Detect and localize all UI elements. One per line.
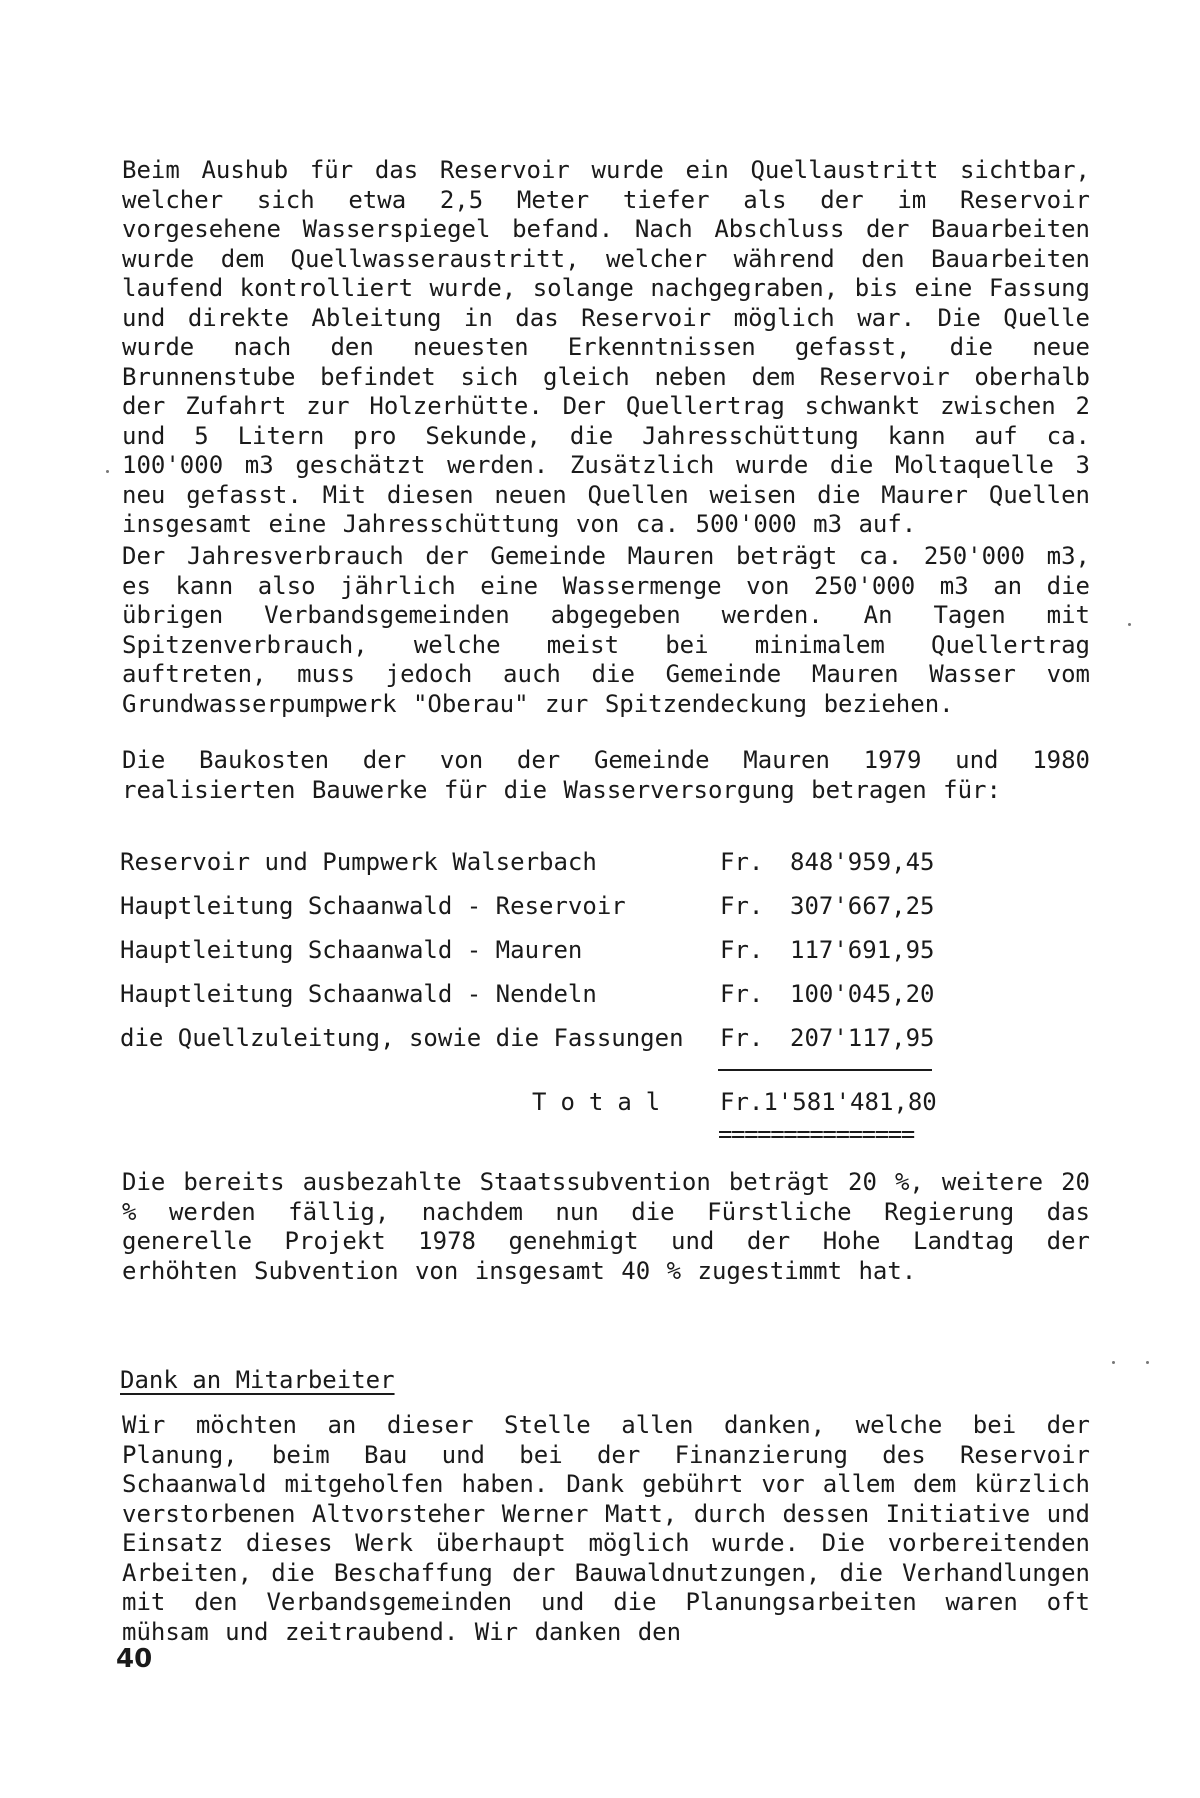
- scan-speck: [1112, 1361, 1115, 1364]
- cost-currency: Fr.: [720, 980, 764, 1008]
- cost-amount: 100'045,20: [790, 980, 935, 1008]
- scan-speck: [106, 470, 109, 473]
- paragraph-dank: Wir möchten an dieser Stelle allen danken, welche bei der Planung, beim Bau und bei der Finanzierung des Reservoir Schaanwald mitgeholfen haben. Dank gebührt vor allem dem kürzlich verstorbenen Altvorsteher Werner Matt, durch dessen Initiative und Einsatz dieses Werk überhaupt möglich wurde. Die vorbereitenden Arbeiten, die Beschaffung der Bauwaldnutzungen, die Verhandlungen mit den Verbandsgemeinden und die Planungsarbeiten waren oft mühsam und zeitraubend. Wir danken den: [122, 1411, 1090, 1646]
- cost-label: Reservoir und Pumpwerk Walserbach: [120, 848, 597, 876]
- cost-currency: Fr.: [720, 892, 764, 920]
- cost-label: die Quellzuleitung, sowie die Fassungen: [120, 1024, 684, 1052]
- cost-label: Hauptleitung Schaanwald - Reservoir: [120, 892, 626, 920]
- total-amount: Fr.1'581'481,80: [720, 1088, 937, 1116]
- cost-row: [120, 892, 940, 936]
- page-number: 40: [116, 1644, 153, 1674]
- cost-label: Hauptleitung Schaanwald - Nendeln: [120, 980, 597, 1008]
- cost-label: Hauptleitung Schaanwald - Mauren: [120, 936, 583, 964]
- paragraph-staatssubvention: Die bereits ausbezahlte Staatssubvention beträgt 20 %, weitere 20 % werden fällig, nachdem nun die Fürstliche Regierung das generelle Projekt 1978 genehmigt und der Hohe Landtag der erhöhten Subvention von insgesamt 40 % zugestimmt hat.: [122, 1168, 1090, 1285]
- cost-table: [120, 848, 940, 1068]
- paragraph-quellaustritt: Beim Aushub für das Reservoir wurde ein Quellaustritt sichtbar, welcher sich etwa 2,5 Meter tiefer als der im Reservoir vorgesehene Wasserspiegel befand. Nach Abschluss der Bauarbeiten wurde dem Quellwasseraustritt, welcher während den Bauarbeiten laufend kontrolliert wurde, solange nachgegraben, bis eine Fassung und direkte Ableitung in das Reservoir möglich war. Die Quelle wurde nach den neuesten Erkenntnissen gefasst, die neue Brunnenstube befindet sich gleich neben dem Reservoir oberhalb der Zufahrt zur Holzerhütte. Der Quellertrag schwankt zwischen 2 und 5 Litern pro Sekunde, die Jahresschüttung kann auf ca. 100'000 m3 geschätzt werden. Zusätzlich wurde die Moltaquelle 3 neu gefasst. Mit diesen neuen Quellen weisen die Maurer Quellen insgesamt eine Jahresschüttung von ca. 500'000 m3 auf.: [122, 156, 1090, 538]
- paragraph-baukosten-intro: Die Baukosten der von der Gemeinde Mauren 1979 und 1980 realisierten Bauwerke für die Wasserversorgung betragen für:: [122, 746, 1090, 804]
- cost-amount: 207'117,95: [790, 1024, 935, 1052]
- cost-amount: 117'691,95: [790, 936, 935, 964]
- total-label: Total: [532, 1088, 675, 1116]
- cost-row: [120, 936, 940, 980]
- cost-row: [120, 980, 940, 1024]
- cost-row: [120, 1024, 940, 1068]
- cost-currency: Fr.: [720, 1024, 764, 1052]
- cost-currency: Fr.: [720, 848, 764, 876]
- cost-amount: 307'667,25: [790, 892, 935, 920]
- total-double-rule: ===============: [718, 1120, 914, 1148]
- cost-amount: 848'959,45: [790, 848, 935, 876]
- sum-divider-line: [718, 1069, 932, 1071]
- paragraph-jahresverbrauch: Der Jahresverbrauch der Gemeinde Mauren beträgt ca. 250'000 m3, es kann also jährlich eine Wassermenge von 250'000 m3 an die übrigen Verbandsgemeinden abgegeben werden. An Tagen mit Spitzenverbrauch, welche meist bei minimalem Quellertrag auftreten, muss jedoch auch die Gemeinde Mauren Wasser vom Grundwasserpumpwerk "Oberau" zur Spitzendeckung beziehen.: [122, 542, 1090, 718]
- cost-currency: Fr.: [720, 936, 764, 964]
- scan-speck: [1146, 1361, 1149, 1364]
- cost-row: [120, 848, 940, 892]
- scan-speck: [1128, 623, 1131, 626]
- section-heading: Dank an Mitarbeiter: [120, 1366, 395, 1394]
- total-row: [120, 1088, 940, 1122]
